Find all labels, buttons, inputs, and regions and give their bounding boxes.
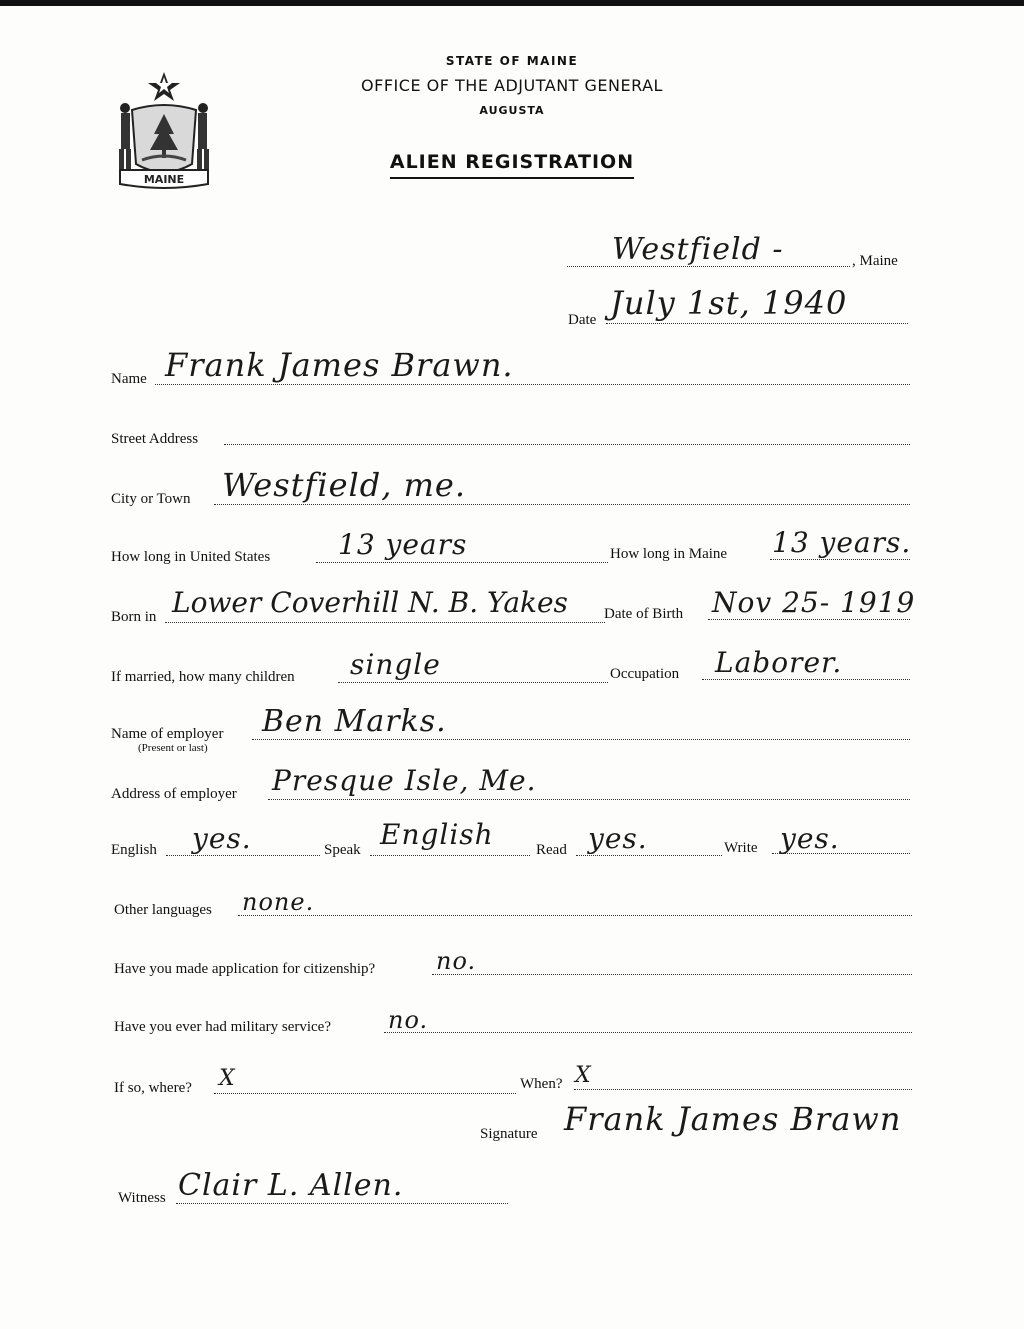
citizenship-value: no. [436, 947, 477, 975]
how-long-maine-label: How long in Maine [610, 546, 728, 562]
header-state: STATE OF MAINE [445, 54, 579, 68]
how-long-us-value: 13 years [338, 528, 468, 561]
employer-line [252, 739, 910, 740]
citizenship-label: Have you made application for citizenship? [114, 961, 376, 977]
street-label: Street Address [111, 431, 199, 447]
how-long-us-label: How long in United States [111, 549, 271, 565]
city-town-value: Westfield, me. [222, 466, 467, 504]
maine-label: , Maine [852, 253, 898, 269]
seal-banner-text: MAINE [143, 173, 185, 186]
form-title-text: ALIEN REGISTRATION [390, 151, 634, 179]
occupation-line [702, 679, 910, 680]
other-languages-line [238, 915, 912, 916]
english-line [166, 855, 320, 856]
signature-value: Frank James Brawn [564, 1100, 902, 1138]
when-line [574, 1089, 912, 1090]
born-in-line [165, 622, 605, 623]
where-value: X [219, 1066, 236, 1091]
employer-address-value: Presque Isle, Me. [272, 764, 537, 797]
how-long-maine-value: 13 years. [772, 526, 912, 559]
employer-address-line [268, 799, 910, 800]
military-label: Have you ever had military service? [114, 1019, 331, 1035]
military-line [384, 1032, 912, 1033]
speak-label: Speak [324, 842, 361, 858]
read-line [576, 855, 722, 856]
witness-label: Witness [118, 1190, 166, 1206]
other-languages-label: Other languages [114, 902, 212, 918]
employer-label: Name of employer [111, 726, 224, 742]
date-of-birth-line [708, 619, 910, 620]
citizenship-line [432, 974, 912, 975]
read-value: yes. [588, 822, 648, 855]
read-label: Read [536, 842, 567, 858]
name-line [155, 384, 910, 385]
employer-sublabel: (Present or last) [138, 742, 208, 754]
write-value: yes. [780, 822, 840, 855]
city-town-line [214, 504, 910, 505]
date-value: July 1st, 1940 [610, 284, 848, 322]
date-of-birth-label: Date of Birth [604, 606, 684, 622]
name-label: Name [111, 371, 147, 387]
married-children-value: single [350, 648, 441, 681]
header-office: OFFICE OF THE ADJUTANT GENERAL [361, 76, 663, 95]
how-long-us-line [316, 562, 608, 563]
occupation-value: Laborer. [715, 646, 843, 679]
when-value: X [575, 1063, 592, 1088]
date-label: Date [568, 312, 597, 328]
other-languages-value: none. [242, 888, 315, 916]
born-in-label: Born in [111, 609, 157, 625]
city-town-label: City or Town [111, 491, 191, 507]
military-value: no. [388, 1006, 429, 1034]
if-so-where-line [214, 1093, 516, 1094]
how-long-maine-line [770, 559, 910, 560]
employer-value: Ben Marks. [262, 704, 447, 739]
date-of-birth-value: Nov 25- 1919 [712, 586, 916, 619]
town-value: Westfield - [612, 232, 784, 267]
name-value: Frank James Brawn. [165, 346, 514, 384]
form-title [0, 151, 1024, 173]
born-in-value: Lower Coverhill N. B. Yakes [172, 586, 568, 619]
speak-value: English [380, 818, 494, 851]
employer-address-label: Address of employer [111, 786, 237, 802]
street-line [224, 444, 910, 445]
if-so-where-label: If so, where? [114, 1080, 192, 1096]
occupation-label: Occupation [610, 666, 680, 682]
english-value: yes. [192, 822, 252, 855]
when-label: When? [520, 1076, 563, 1092]
date-line [606, 323, 908, 324]
write-label: Write [724, 840, 758, 856]
married-children-label: If married, how many children [111, 669, 295, 685]
signature-label: Signature [480, 1126, 538, 1142]
witness-value: Clair L. Allen. [178, 1168, 404, 1203]
witness-line [176, 1203, 508, 1204]
header-city: AUGUSTA [479, 104, 545, 117]
married-children-line [338, 682, 608, 683]
english-label: English [111, 842, 157, 858]
speak-line [370, 855, 530, 856]
